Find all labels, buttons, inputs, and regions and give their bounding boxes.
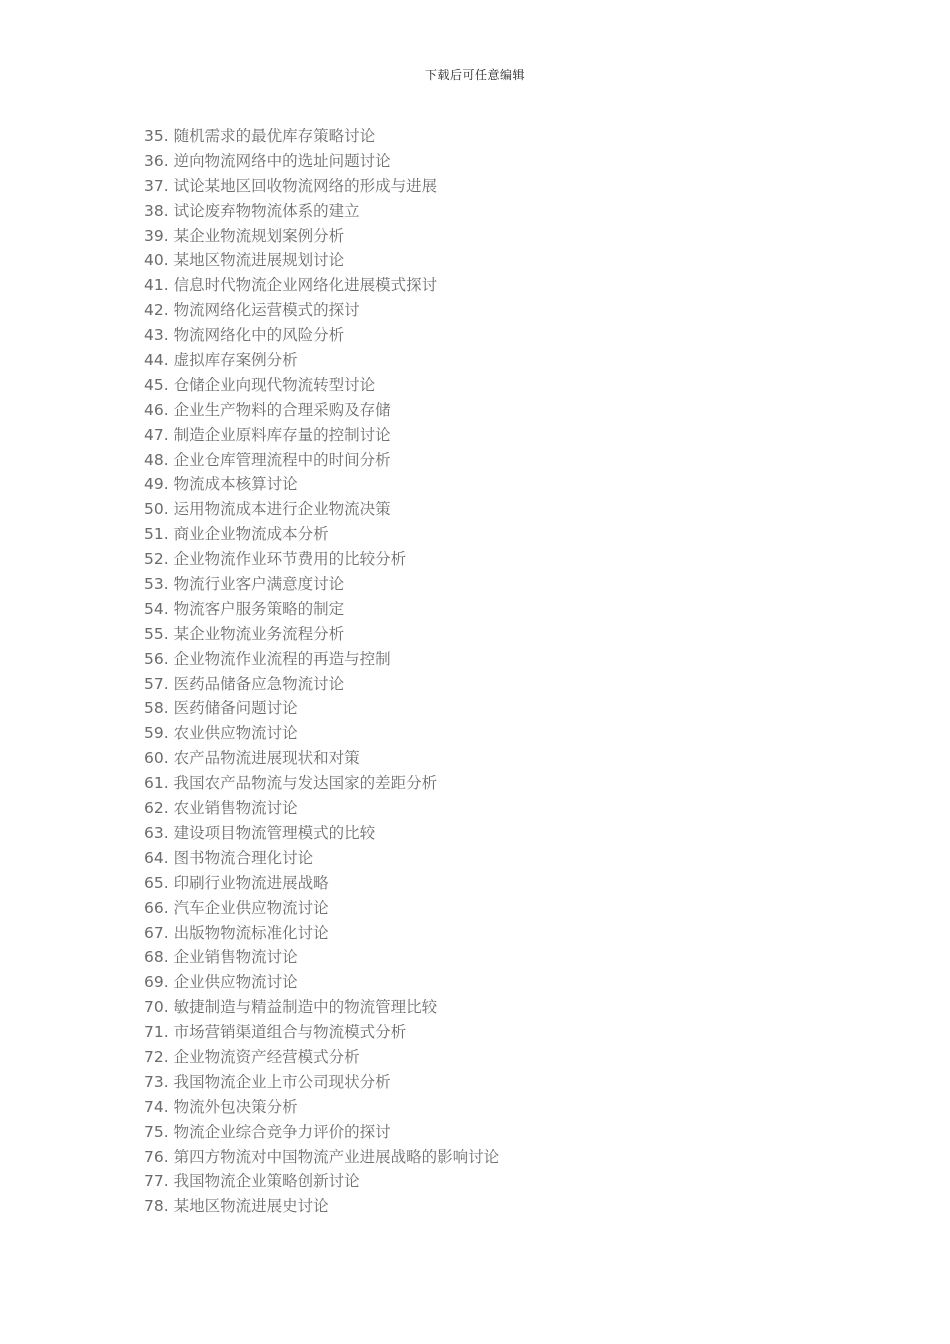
- list-item-title: 物流网络化中的风险分析: [173, 326, 345, 345]
- list-item-number: 62.: [144, 799, 169, 818]
- list-item-title: 信息时代物流企业网络化进展模式探讨: [173, 276, 438, 295]
- list-item: [144, 647, 844, 672]
- list-item: [144, 323, 844, 348]
- list-item: [144, 199, 844, 224]
- list-item: [144, 597, 844, 622]
- list-item-number: 50.: [144, 500, 169, 519]
- list-item-title: 逆向物流网络中的选址问题讨论: [173, 151, 391, 170]
- list-item: [144, 821, 844, 846]
- page-header: 下载后可任意编辑: [424, 68, 525, 82]
- list-item-number: 75.: [144, 1122, 169, 1141]
- list-item-title: 某企业物流规划案例分析: [173, 226, 345, 245]
- list-item-number: 45.: [144, 375, 169, 394]
- list-item: [144, 124, 844, 149]
- list-item: [144, 149, 844, 174]
- list-item-title: 建设项目物流管理模式的比较: [173, 823, 376, 842]
- list-item-number: 44.: [144, 351, 169, 370]
- list-item-title: 商业企业物流成本分析: [173, 525, 329, 544]
- list-item: [144, 497, 844, 522]
- list-item: [144, 1045, 844, 1070]
- list-item: [144, 871, 844, 896]
- list-item-number: 72.: [144, 1047, 169, 1066]
- list-item: [144, 298, 844, 323]
- list-item-number: 71.: [144, 1023, 169, 1042]
- list-item-number: 59.: [144, 724, 169, 743]
- list-item-title: 某企业物流业务流程分析: [173, 624, 345, 643]
- list-item: [144, 1020, 844, 1045]
- list-item: [144, 174, 844, 199]
- list-item: [144, 273, 844, 298]
- list-item-title: 出版物物流标准化讨论: [173, 923, 329, 942]
- list-item-title: 试论某地区回收物流网络的形成与进展: [173, 176, 438, 195]
- list-item-number: 43.: [144, 326, 169, 345]
- list-item-title: 企业销售物流讨论: [173, 948, 298, 967]
- list-item-title: 物流客户服务策略的制定: [173, 599, 345, 618]
- list-item: [144, 846, 844, 871]
- list-item-number: 51.: [144, 525, 169, 544]
- list-item-number: 38.: [144, 201, 169, 220]
- list-item-title: 企业生产物料的合理采购及存储: [173, 400, 391, 419]
- list-item-title: 试论废弃物物流体系的建立: [173, 201, 360, 220]
- list-item-title: 我国物流企业策略创新讨论: [173, 1172, 360, 1191]
- list-item-title: 物流成本核算讨论: [173, 475, 298, 494]
- list-item-title: 企业物流作业环节费用的比较分析: [173, 550, 407, 569]
- list-item-title: 虚拟库存案例分析: [173, 351, 298, 370]
- list-item-number: 35.: [144, 127, 169, 145]
- list-item-title: 企业仓库管理流程中的时间分析: [173, 450, 391, 469]
- list-item: [144, 1095, 844, 1120]
- list-item-title: 物流企业综合竞争力评价的探讨: [173, 1122, 391, 1141]
- list-item: [144, 522, 844, 547]
- list-item-number: 63.: [144, 823, 169, 842]
- list-item-number: 67.: [144, 923, 169, 942]
- list-item: [144, 672, 844, 697]
- list-item: [144, 547, 844, 572]
- list-item-number: 53.: [144, 575, 169, 594]
- list-item-number: 66.: [144, 898, 169, 917]
- list-item: [144, 248, 844, 273]
- list-item-number: 56.: [144, 649, 169, 668]
- list-item-title: 制造企业原料库存量的控制讨论: [173, 425, 391, 444]
- list-item-title: 汽车企业供应物流讨论: [173, 898, 329, 917]
- list-item: [144, 572, 844, 597]
- list-item-title: 运用物流成本进行企业物流决策: [173, 500, 391, 519]
- list-item: [144, 721, 844, 746]
- list-item-title: 医药品储备应急物流讨论: [173, 674, 345, 693]
- list-item-title: 企业物流作业流程的再造与控制: [173, 649, 391, 668]
- list-item-title: 某地区物流进展规划讨论: [173, 251, 345, 270]
- list-item-title: 图书物流合理化讨论: [173, 848, 314, 867]
- list-item-title: 农产品物流进展现状和对策: [173, 749, 360, 768]
- list-item: [144, 696, 844, 721]
- list-item: [144, 746, 844, 771]
- list-item-number: 61.: [144, 774, 169, 793]
- list-item-title: 第四方物流对中国物流产业进展战略的影响讨论: [173, 1147, 500, 1166]
- list-item-title: 某地区物流进展史讨论: [173, 1197, 329, 1216]
- list-item: [144, 945, 844, 970]
- list-item: [144, 1070, 844, 1095]
- list-item-title: 物流外包决策分析: [173, 1097, 298, 1116]
- list-item: [144, 896, 844, 921]
- list-item: [144, 622, 844, 647]
- list-item-title: 仓储企业向现代物流转型讨论: [173, 375, 376, 394]
- list-item-title: 市场营销渠道组合与物流模式分析: [173, 1023, 407, 1042]
- list-item-number: 69.: [144, 973, 169, 992]
- list-item-number: 48.: [144, 450, 169, 469]
- list-item-title: 随机需求的最优库存策略讨论: [173, 127, 376, 145]
- list-item: [144, 1120, 844, 1145]
- list-item-title: 企业供应物流讨论: [173, 973, 298, 992]
- list-item-number: 39.: [144, 226, 169, 245]
- list-item-number: 36.: [144, 151, 169, 170]
- list-item-number: 60.: [144, 749, 169, 768]
- list-item: [144, 398, 844, 423]
- list-item: [144, 448, 844, 473]
- list-item-number: 54.: [144, 599, 169, 618]
- list-item-number: 55.: [144, 624, 169, 643]
- list-item-number: 41.: [144, 276, 169, 295]
- list-item: [144, 1169, 844, 1194]
- list-item: [144, 423, 844, 448]
- list-item-number: 77.: [144, 1172, 169, 1191]
- list-item-number: 74.: [144, 1097, 169, 1116]
- list-item-number: 58.: [144, 699, 169, 718]
- list-item-title: 物流行业客户满意度讨论: [173, 575, 345, 594]
- list-item-number: 42.: [144, 301, 169, 320]
- list-item-number: 70.: [144, 998, 169, 1017]
- list-item: [144, 472, 844, 497]
- list-item: [144, 771, 844, 796]
- list-item-number: 52.: [144, 550, 169, 569]
- list-item-number: 40.: [144, 251, 169, 270]
- list-item: [144, 1145, 844, 1170]
- list-item-number: 57.: [144, 674, 169, 693]
- list-item-title: 印刷行业物流进展战略: [173, 873, 329, 892]
- list-item: [144, 796, 844, 821]
- list-item: [144, 224, 844, 249]
- list-item: [144, 373, 844, 398]
- list-item-title: 农业供应物流讨论: [173, 724, 298, 743]
- list-item-title: 物流网络化运营模式的探讨: [173, 301, 360, 320]
- list-item-number: 46.: [144, 400, 169, 419]
- list-item-title: 企业物流资产经营模式分析: [173, 1047, 360, 1066]
- list-item-title: 农业销售物流讨论: [173, 799, 298, 818]
- list-item-number: 76.: [144, 1147, 169, 1166]
- list-item: [144, 970, 844, 995]
- list-item-title: 我国农产品物流与发达国家的差距分析: [173, 774, 438, 793]
- list-item: [144, 348, 844, 373]
- topic-list: [144, 124, 844, 1219]
- list-item-number: 49.: [144, 475, 169, 494]
- list-item: [144, 995, 844, 1020]
- list-item: [144, 921, 844, 946]
- list-item-number: 37.: [144, 176, 169, 195]
- list-item-number: 64.: [144, 848, 169, 867]
- list-item-title: 敏捷制造与精益制造中的物流管理比较: [173, 998, 438, 1017]
- list-item-number: 78.: [144, 1197, 169, 1216]
- list-item-number: 65.: [144, 873, 169, 892]
- list-item-number: 68.: [144, 948, 169, 967]
- list-item-title: 医药储备问题讨论: [173, 699, 298, 718]
- list-item-number: 73.: [144, 1072, 169, 1091]
- list-item-title: 我国物流企业上市公司现状分析: [173, 1072, 391, 1091]
- list-item-number: 47.: [144, 425, 169, 444]
- list-item: [144, 1194, 844, 1219]
